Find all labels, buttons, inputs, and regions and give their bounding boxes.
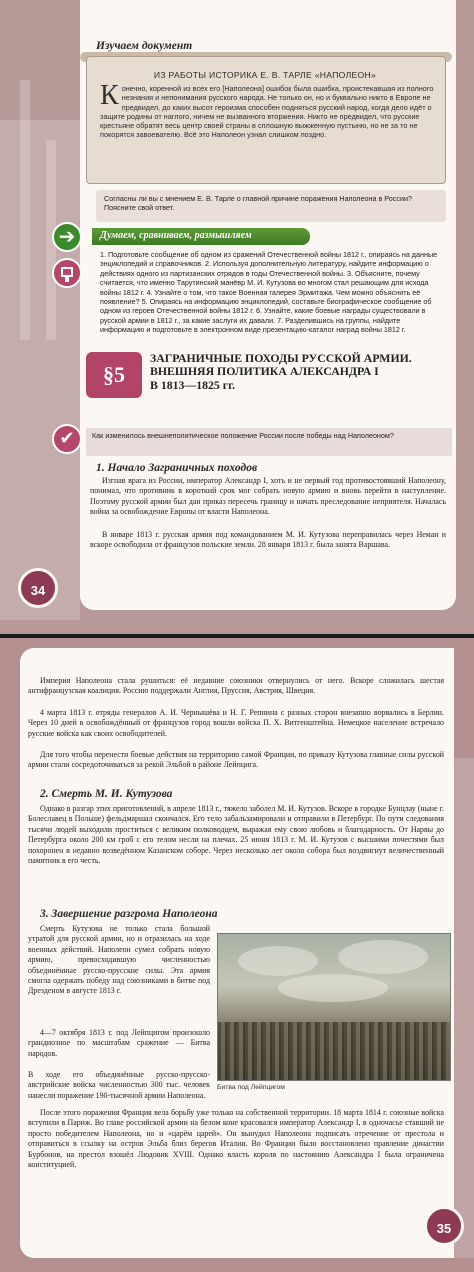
paragraph: Смерть Кутузова не только стала большой утратой для русской армии, но и отразилась на ходе военных действий. Наполеон сумел собрать новую армию, превосходившую численностью объединённые русско-прусские силы. Эта армия смогла одержать победу над союзниками в битве под Дрезденом в августе 1813 г. bbox=[28, 924, 210, 996]
paragraph: В ходе его объединённые русско-прусско-австрийские войска численностью 300 тыс. человек нанесли поражение 190-тысячной армии Наполеона. bbox=[28, 1070, 210, 1100]
page-number: 35 bbox=[424, 1206, 464, 1246]
arrow-right-icon: ➔ bbox=[52, 222, 82, 252]
section-title-line-2: ВНЕШНЯЯ ПОЛИТИКА АЛЕКСАНДРА I bbox=[150, 364, 379, 379]
section-heading-study-document: Изучаем документ bbox=[96, 40, 193, 52]
painting-caption: Битва под Лейпцигом bbox=[217, 1084, 285, 1091]
checkmark-icon: ✔ bbox=[52, 424, 82, 454]
paragraph: В январе 1813 г. русская армия под командованием М. И. Кутузова переправилась через Неман и вскоре освободила от французов польские земли. 28 января 1813 г. была занята Варшава. bbox=[90, 530, 446, 550]
section-title-line-1: ЗАГРАНИЧНЫЕ ПОХОДЫ РУССКОЙ АРМИИ. bbox=[150, 351, 412, 365]
document-question bbox=[96, 190, 446, 222]
page-number: 34 bbox=[18, 568, 58, 608]
paragraph: 4—7 октября 1813 г. под Лейпцигом произошло грандиозное по масштабам сражение — Битва народов. bbox=[28, 1028, 210, 1058]
section-number-badge: §5 bbox=[86, 352, 142, 398]
section-title bbox=[150, 352, 450, 392]
section-title-line-3: В 1813—1825 гг. bbox=[150, 377, 236, 392]
section-question bbox=[86, 428, 452, 456]
paragraph: После этого поражения Франция вела борьбу уже только на собственной территории. 18 марта 1814 г. союзные войска вступили в Париж. Во главе российской армии на белом коне красовался император Александр I, в одночасье ставший не просто победителем Наполеона, но и «царём царей». Он вынудил Наполеона подписать отречение от престола и отправиться в ссылку на остров Эльба близ берегов Италии. Во Франции было восстановлено правление династии Бурбонов, на престол взошёл Людовик XVIII. Однако власть короля по настоянию Александра I была ограничена конституцией. bbox=[28, 1108, 444, 1170]
think-banner: Думаем, сравниваем, размышляем bbox=[92, 228, 310, 245]
background-chimney bbox=[20, 80, 30, 340]
battle-painting bbox=[217, 933, 451, 1081]
paragraph: 4 марта 1813 г. отряды генералов А. И. Чернышёва и Н. Г. Репнина с разных сторон внезапно ворвались в Берлин. Через 10 дней в освобождённый от французов город вошли войска П. Х. Витгенштейна. Немецкое население встречало русские войска как своих освободителей. bbox=[28, 708, 444, 738]
document-title: ИЗ РАБОТЫ ИСТОРИКА Е. В. ТАРЛЕ «НАПОЛЕОН» bbox=[153, 70, 377, 80]
document-question-text: Согласны ли вы с мнением Е. В. Тарле о главной причине поражения Наполеона в России? Поясните свой ответ. bbox=[104, 194, 412, 213]
document-body: онечно, коренной из всех его [Наполеона] ошибок была ошибка, проистекавшая из полного незнания и непонимания русского народа. Не только он, но и буквально никто в Европе не предвидел, до каких высот героизма способен подняться русский народ, когда дело идёт о защите родины от наглого, ничем не вызванного вторжения. Никто не предвидел, что русские крестьяне обратят весь центр своей страны в сплошную выжженную пустыню, но не за то не покорятся завоевателю. Всё это Наполеон узнал слишком поздно. bbox=[100, 84, 434, 140]
paragraph: Империя Наполеона стала рушиться: её недавние союзники отвернулись от него. Вскоре сложилась шестая антифранцузская коалиция. Россию поддержали Англия, Пруссия, Австрия, Швеция. bbox=[28, 676, 444, 696]
subsection-title-3: 3. Завершение разгрома Наполеона bbox=[40, 908, 218, 920]
subsection-title-1: 1. Начало Заграничных походов bbox=[96, 462, 258, 474]
paragraph: Однако в разгар этих приготовлений, в апреле 1813 г., тяжело заболел М. И. Кутузов. Вскоре в городке Бунцлау (ныне г. Болеславец в Польше) фельдмаршал скончался. Его тело забальзамировали и отправили в Петербург. По пути следования тысячи людей выходили проститься с великим полководцем, выражая ему свою любовь и благодарность. От Нарвы до Петербурга около 200 км гроб с его телом несли на плечах. 25 июня 1813 г. М. И. Кутузов с высшими почестями был похоронен в недавно возведённом Казанском соборе. Через несколько лет около собора был воздвигнут величественный памятник в его честь. bbox=[28, 804, 444, 866]
presentation-icon bbox=[52, 258, 82, 288]
subsection-title-2: 2. Смерть М. И. Кутузова bbox=[40, 788, 173, 800]
page-34 bbox=[0, 0, 474, 634]
paragraph: Изгнав врага из России, император Александр I, хоть и не первый год противостоявший Наполеону, понимал, что противник в короткий срок мог собрать новую армию и вновь перейти в наступление. Поэтому русской армии был дан приказ пересечь границу и начать преследование неприятеля. Началась война за освобождение Европы от власти Наполеона. bbox=[90, 476, 446, 517]
paragraph: Для того чтобы перенести боевые действия на территорию самой Франции, по приказу Кутузова главные силы русской армии стали сосредоточиваться за рекой Эльбой в районе Лейпцига. bbox=[28, 750, 444, 770]
section-question-text: Как изменилось внешнеполитическое положение России после победы над Наполеоном? bbox=[92, 431, 394, 440]
task-list: 1. Подготовьте сообщение об одном из сражений Отечественной войны 1812 г., опираясь на данные энциклопедий и справочников. 2. Используя дополнительную литературу, найдите информацию о действиях одного из партизанских отрядов в годы Отечественной войны. 3. Объясните, почему считается, что именно Тарутинский манёвр М. И. Кутузова во многом стал решающим для исхода войны 1812 г. 4. Узнайте о том, что такое Военная галерея Эрмитажа. Чем можно объяснить её появление? 5. Опираясь на информацию энциклопедий, составьте биографическое сообщение об одном из героев Отечественной войны 1812 г. 6. Узнайте, какие боевые награды существовали в русской армии в 1812 г., за какие заслуги их давали. 7. Разделившись на группы, найдите информацию и подготовьте в электронном виде презентацию-каталог наград войны 1812 г. bbox=[100, 250, 438, 335]
background-building bbox=[0, 120, 80, 620]
document-text bbox=[100, 80, 438, 140]
document-dropcap: К bbox=[100, 80, 119, 111]
page-35 bbox=[0, 638, 474, 1272]
